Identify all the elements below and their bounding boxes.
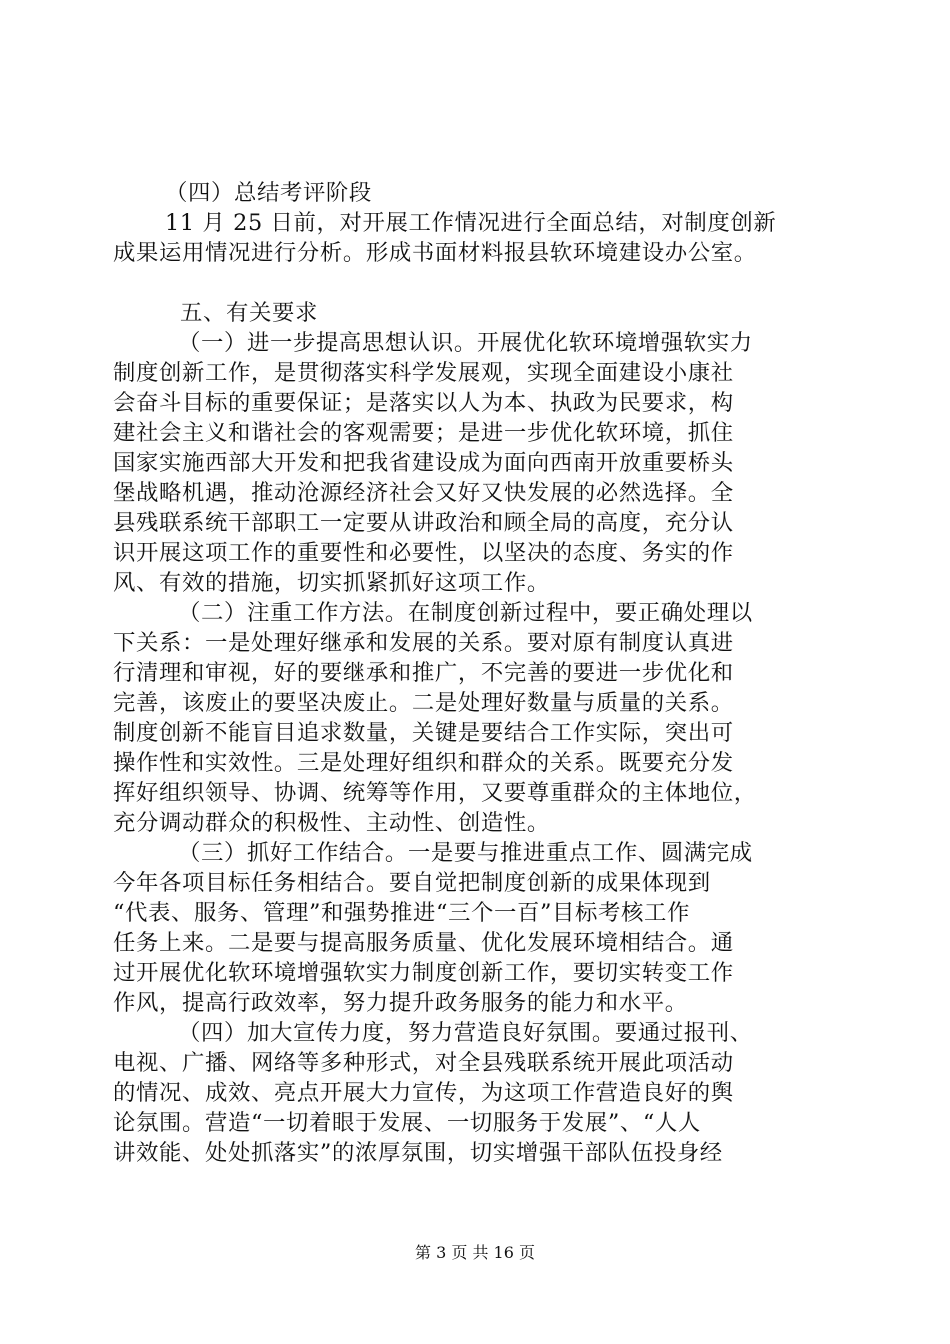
paragraph-line: 成果运用情况进行分析。形成书面材料报县软环境建设办公室。 — [113, 240, 757, 266]
paragraph-line: 制度创新不能盲目追求数量，关键是要结合工作实际，突出可 — [113, 720, 734, 746]
paragraph-line: 完善，该废止的要坚决废止。二是处理好数量与质量的关系。 — [113, 690, 734, 716]
paragraph-line: 建社会主义和谐社会的客观需要；是进一步优化软环境，抓住 — [113, 420, 734, 446]
paragraph-line: 操作性和实效性。三是处理好组织和群众的关系。既要充分发 — [113, 750, 734, 776]
paragraph-line: （四）加大宣传力度，努力营造良好氛围。要通过报刊、 — [178, 1020, 753, 1046]
paragraph-line: 作风，提高行政效率，努力提升政务服务的能力和水平。 — [113, 990, 688, 1016]
section-heading: （四）总结考评阶段 — [165, 180, 372, 206]
paragraph-line: 过开展优化软环境增强软实力制度创新工作，要切实转变工作 — [113, 960, 734, 986]
paragraph-line: 识开展这项工作的重要性和必要性，以坚决的态度、务实的作 — [113, 540, 734, 566]
paragraph-line: 11 月 25 日前，对开展工作情况进行全面总结，对制度创新 — [165, 210, 777, 236]
paragraph-line: 讲效能、处处抓落实”的浓厚氛围，切实增强干部队伍投身经 — [113, 1140, 723, 1166]
paragraph-line: 的情况、成效、亮点开展大力宣传，为这项工作营造良好的舆 — [113, 1080, 734, 1106]
paragraph-line: 充分调动群众的积极性、主动性、创造性。 — [113, 810, 550, 836]
paragraph-line: 国家实施西部大开发和把我省建设成为面向西南开放重要桥头 — [113, 450, 734, 476]
paragraph-line: 论氛围。营造“一切着眼于发展、一切服务于发展”、“人人 — [113, 1110, 701, 1136]
paragraph-line: （二）注重工作方法。在制度创新过程中，要正确处理以 — [178, 600, 753, 626]
paragraph-line: 县残联系统干部职工一定要从讲政治和顾全局的高度，充分认 — [113, 510, 734, 536]
paragraph-line: 挥好组织领导、协调、统筹等作用，又要尊重群众的主体地位， — [113, 780, 757, 806]
paragraph-line: 任务上来。二是要与提高服务质量、优化发展环境相结合。通 — [113, 930, 734, 956]
paragraph-line: 风、有效的措施，切实抓紧抓好这项工作。 — [113, 570, 550, 596]
section-heading: 五、有关要求 — [180, 300, 318, 326]
paragraph-line: 下关系：一是处理好继承和发展的关系。要对原有制度认真进 — [113, 630, 734, 656]
paragraph-line: （一）进一步提高思想认识。开展优化软环境增强软实力 — [178, 330, 753, 356]
page-number: 第 3 页 共 16 页 — [415, 1243, 535, 1262]
paragraph-line: （三）抓好工作结合。一是要与推进重点工作、圆满完成 — [178, 840, 753, 866]
paragraph-line: 今年各项目标任务相结合。要自觉把制度创新的成果体现到 — [113, 870, 711, 896]
paragraph-line: 会奋斗目标的重要保证；是落实以人为本、执政为民要求，构 — [113, 390, 734, 416]
paragraph-line: 电视、广播、网络等多种形式，对全县残联系统开展此项活动 — [113, 1050, 734, 1076]
paragraph-line: 行清理和审视，好的要继承和推广，不完善的要进一步优化和 — [113, 660, 734, 686]
paragraph-line: 堡战略机遇，推动沧源经济社会又好又快发展的必然选择。全 — [113, 480, 734, 506]
paragraph-line: 制度创新工作，是贯彻落实科学发展观，实现全面建设小康社 — [113, 360, 734, 386]
paragraph-line: “代表、服务、管理”和强势推进“三个一百”目标考核工作 — [113, 900, 690, 926]
